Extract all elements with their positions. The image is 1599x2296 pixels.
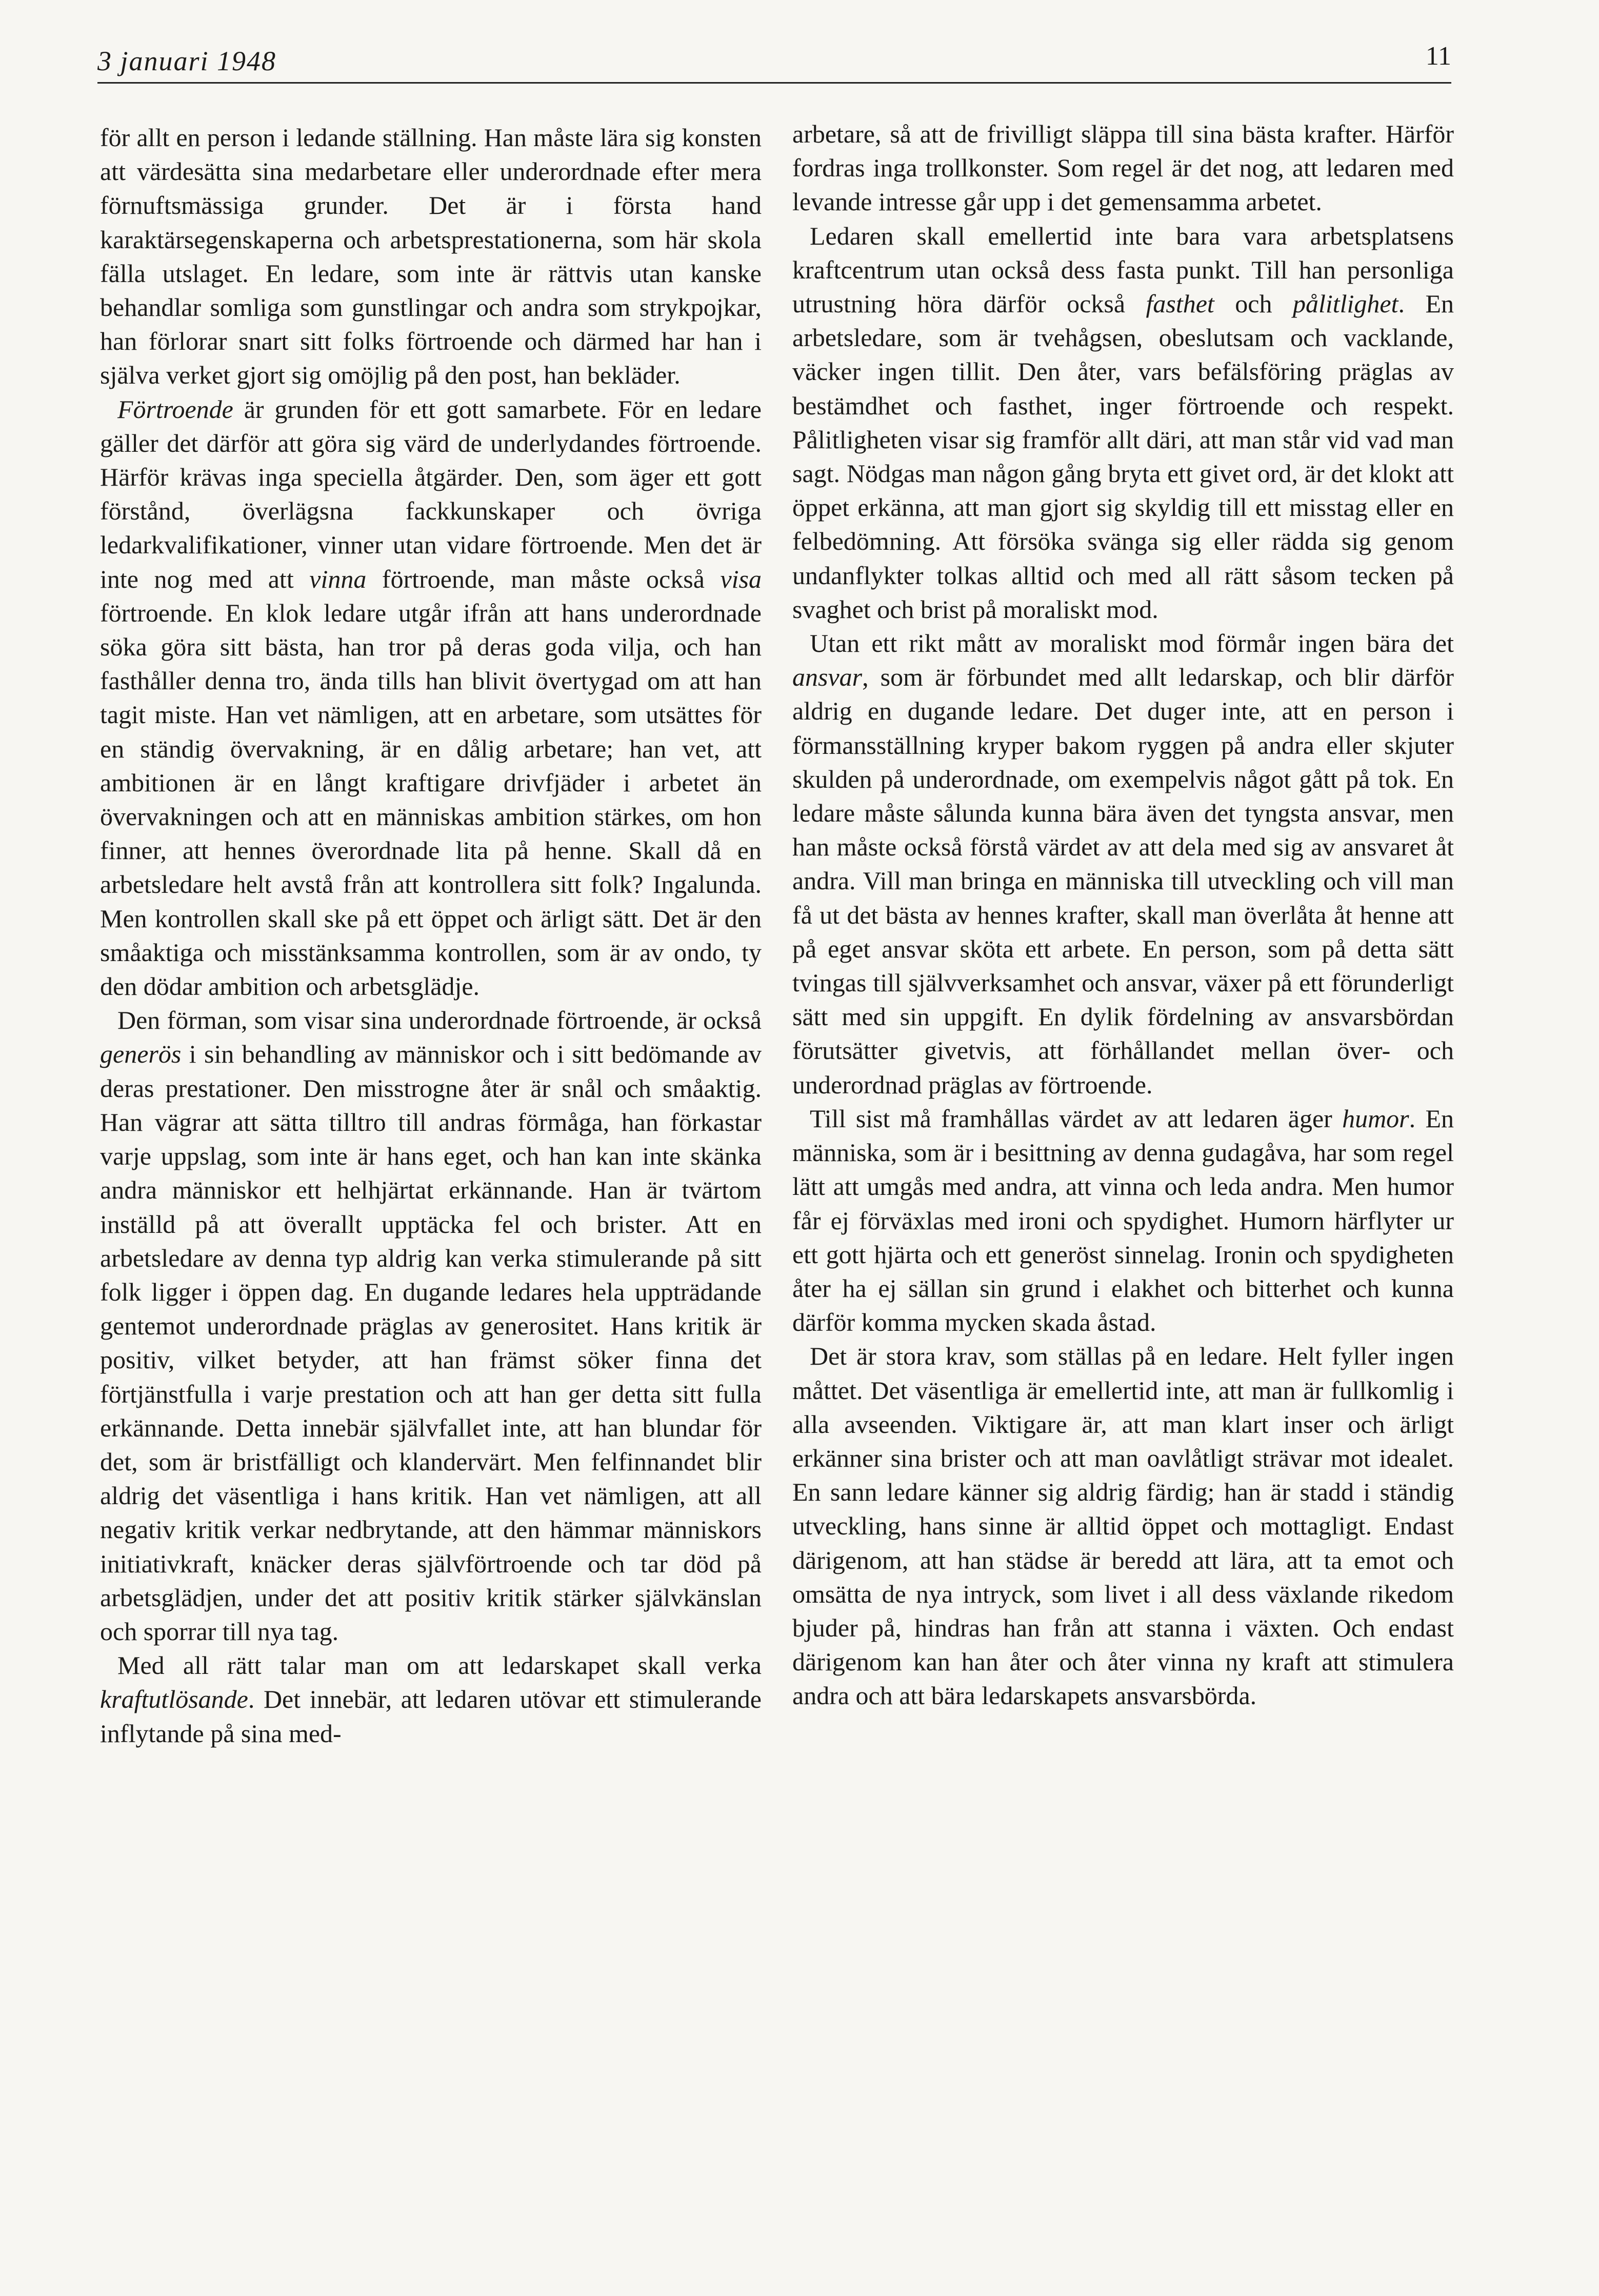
paragraph	[100, 121, 762, 392]
paragraph	[792, 1339, 1454, 1712]
paragraph-text: Utan ett rikt mått av moraliskt mod förmår ingen bära det	[810, 629, 1454, 658]
paragraph-text: arbetare, så att de frivilligt släppa till sina bästa krafter. Härför fordras inga trollkonster. Som regel är det nog, att ledaren med levande intresse går upp i det gemensamma arbetet.	[792, 119, 1454, 216]
issue-date: 3 januari 1948	[97, 46, 277, 76]
emphasized-term: Förtroende	[117, 394, 233, 424]
emphasized-term: humor	[1342, 1104, 1409, 1133]
emphasized-term: kraftutlösande	[100, 1685, 248, 1714]
paragraph-text: Till sist må framhållas värdet av att ledaren äger	[810, 1104, 1343, 1133]
paragraph-text: förtroende. En klok ledare utgår ifrån att hans underordnade söka göra sitt bästa, han tror på deras goda vilja, och han fasthåller denna tro, ända tills han blivit övertygad om att han tagit miste. Han vet nämligen, att en arbetare, som utsättes för en ständig övervakning, är en dålig arbetare; han vet, att ambitionen är en långt kraftigare drivfjäder i arbetet än övervakningen och att en människas ambition stärkes, om hon finner, att hennes överordnade lita på henne. Skall då en arbetsledare helt avstå från att kontrollera sitt folk? Ingalunda. Men kontrollen skall ske på ett öppet och ärligt sätt. Det är den småaktiga och misstänksamma kontrollen, som är av ondo, ty den dödar ambition och arbetsglädje.	[100, 598, 762, 1001]
paragraph-text: för allt en person i ledande ställning. Han måste lära sig konsten att värdesätta sina medarbetare eller underordnade efter mera förnuftsmässiga grunder. Det är i första hand karaktärsegenskaperna och arbetsprestationerna, som här skola fälla utslaget. En ledare, som inte är rättvis utan kanske behandlar somliga som gunstlingar och andra som strykpojkar, han förlorar snart sitt folks förtroende och därmed har han i själva verket gjort sig omöjlig på den post, han bekläder.	[100, 123, 762, 390]
paragraph	[100, 392, 762, 1004]
left-column	[100, 121, 762, 1750]
paragraph	[100, 1003, 762, 1648]
paragraph-text: . En arbetsledare, som är tvehågsen, obeslutsam och vacklande, väcker ingen tillit. Den åter, vars befälsföring präglas av bestämdhet och fasthet, inger förtroende och respekt. Pålitligheten visar sig framför allt däri, att man står vid vad man sagt. Nödgas man någon gång bryta ett givet ord, är det klokt att öppet erkänna, att man gjort sig skyldig till ett misstag eller en felbedömning. Att försöka svänga sig eller rädda sig genom undanflykter tolkas alltid och med all rätt såsom tecken på svaghet och brist på moraliskt mod.	[792, 289, 1454, 624]
paragraph-text: Den förman, som visar sina underordnade förtroende, är också	[117, 1006, 762, 1035]
paragraph-text: förtroende, man måste också	[366, 564, 721, 593]
paragraph-text: är grunden för ett gott samarbete. För en ledare gäller det därför att göra sig värd de underlydandes förtroende. Härför krävas inga speciella åtgärder. Den, som äger ett gott förstånd, överlägsna fackkunskaper och övriga ledarkvalifikationer, vinner utan vidare förtroende. Men det är inte nog med att	[100, 394, 762, 593]
paragraph	[792, 1102, 1454, 1339]
paragraph	[792, 117, 1454, 219]
emphasized-term: visa	[720, 564, 762, 593]
header-rule	[97, 82, 1451, 84]
paragraph-text: Med all rätt talar man om att ledarskapet skall verka	[117, 1651, 762, 1680]
emphasized-term: ansvar	[792, 663, 863, 692]
paragraph-text: . Det innebär, att ledaren utövar ett stimulerande inflytande på sina med-	[100, 1685, 762, 1748]
emphasized-term: pålitlighet	[1292, 289, 1398, 318]
emphasized-term: fasthet	[1146, 289, 1214, 318]
paragraph-text: Ledaren skall emellertid inte bara vara arbetsplatsens kraftcentrum utan också dess fasta punkt. Till han personliga utrustning höra därför också	[792, 221, 1454, 318]
page-header	[97, 36, 1451, 87]
paragraph-text: . En människa, som är i besittning av denna gudagåva, har som regel lätt att umgås med andra, att vinna och leda andra. Men humor får ej förväxlas med ironi och spydighet. Humorn härflyter ur ett gott hjärta och ett generöst sinnelag. Ironin och spydigheten åter ha ej sällan sin grund i elakhet och bitterhet och kunna därför komma mycken skada åstad.	[792, 1104, 1454, 1337]
paragraph-text: i sin behandling av människor och i sitt bedömande av deras prestationer. Den misstrogne åter är snål och småaktig. Han vägrar att sätta tilltro till andras förmåga, han förkastar varje uppslag, som inte är hans eget, och han kan inte skänka andra människor ett helhjärtat erkännande. Han är tvärtom inställd på att överallt upptäcka fel och brister. Att en arbetsledare av denna typ aldrig kan verka stimulerande på sitt folk ligger i öppen dag. En dugande ledares hela uppträdande gentemot underordnade präglas av generositet. Hans kritik är positiv, vilket betyder, att han främst söker finna det förtjänstfulla i varje prestation och att han ger detta sitt fulla erkännande. Detta innebär självfallet inte, att han blundar för det, som är bristfälligt och klandervärt. Men felfinnandet blir aldrig det väsentliga i hans kritik. Han vet nämligen, att all negativ kritik verkar nedbrytande, att den hämmar människors initiativkraft, knäcker deras självförtroende och tar död på arbetsglädjen, under det att positiv kritik stärker självkänslan och sporrar till nya tag.	[100, 1040, 762, 1646]
paragraph	[100, 1648, 762, 1750]
paragraph	[792, 626, 1454, 1102]
emphasized-term: generös	[100, 1040, 182, 1069]
page-number: 11	[1425, 42, 1451, 71]
paragraph	[792, 219, 1454, 626]
paragraph-text: och	[1214, 289, 1293, 318]
paragraph-text: Det är stora krav, som ställas på en ledare. Helt fyller ingen måttet. Det väsentliga är emellertid inte, att man är fullkomlig i alla avseenden. Viktigare är, att man klart inser och ärligt erkänner sina brister och att man oavlåtligt strävar mot idealet. En sann ledare känner sig aldrig färdig; han är stadd i ständig utveckling, hans sinne är alltid öppet och mottagligt. Endast därigenom, att han städse är beredd att lära, att ta emot och omsätta de nya intryck, som livet i all dess växlande rikedom bjuder på, hindras han från att stanna i växten. Och endast därigenom kan han åter och åter vinna ny kraft att stimulera andra och att bära ledarskapets ansvarsbörda.	[792, 1342, 1454, 1710]
emphasized-term: vinna	[309, 564, 367, 593]
right-column	[792, 117, 1454, 1713]
paragraph-text: , som är förbundet med allt ledarskap, och blir därför aldrig en dugande ledare. Det duger inte, att en person i förmansställning kryper bakom ryggen på andra eller skjuter skulden på underordnade, om exempelvis något gått på tok. En ledare måste sålunda kunna bära även det tyngsta ansvar, men han måste också förstå värdet av att dela med sig av ansvaret åt andra. Vill man bringa en människa till utveckling och vill man få ut det bästa av hennes krafter, skall man överlåta åt henne att på eget ansvar sköta ett arbete. En person, som på detta sätt tvingas till självverksamhet och ansvar, växer på ett förunderligt sätt med sin uppgift. En dylik fördelning av ansvarsbördan förutsätter givetvis, att förhållandet mellan över- och underordnad präglas av förtroende.	[792, 663, 1454, 1099]
